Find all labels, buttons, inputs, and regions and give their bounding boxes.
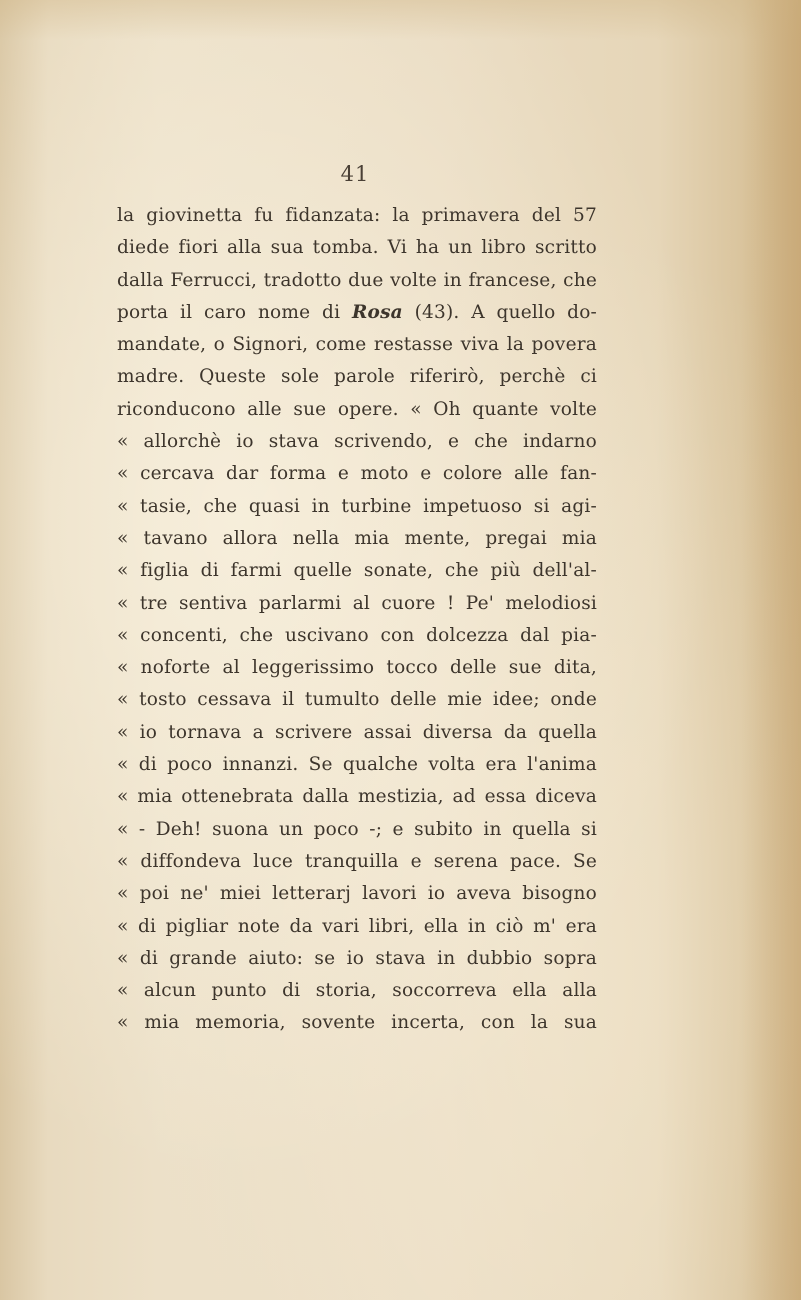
page-number: 41 bbox=[340, 162, 370, 186]
text-line: « cercava dar forma e moto e colore alle fan- bbox=[117, 463, 597, 485]
text-line: « mia memoria, sovente incerta, con la sua bbox=[117, 1012, 597, 1034]
text-line: porta il caro nome di Rosa (43). A quello do- bbox=[117, 301, 597, 323]
text-line: « mia ottenebrata dalla mestizia, ad essa diceva bbox=[117, 786, 597, 808]
text-line: « concenti, che uscivano con dolcezza dal pia- bbox=[117, 624, 597, 646]
text-line: « diffondeva luce tranquilla e serena pace. Se bbox=[117, 850, 597, 872]
page-edge-shading bbox=[741, 0, 801, 1300]
text-line: dalla Ferrucci, tradotto due volte in francese, che bbox=[117, 269, 597, 291]
text-line: « tasie, che quasi in turbine impetuoso si agi- bbox=[117, 495, 597, 517]
text-line: « tosto cessava il tumulto delle mie idee; onde bbox=[117, 689, 597, 711]
text-line: « alcun punto di storia, soccorreva ella alla bbox=[117, 980, 597, 1002]
text-line: « tre sentiva parlarmi al cuore ! Pe' melodiosi bbox=[117, 592, 597, 614]
text-line: mandate, o Signori, come restasse viva la povera bbox=[117, 334, 597, 356]
text-line: riconducono alle sue opere. « Oh quante volte bbox=[117, 398, 597, 420]
text-line: « di grande aiuto: se io stava in dubbio sopra bbox=[117, 947, 597, 969]
page-top-shading bbox=[0, 0, 801, 40]
text-line: « - Deh! suona un poco -; e subito in quella si bbox=[117, 818, 597, 840]
text-line: « noforte al leggerissimo tocco delle sue dita, bbox=[117, 657, 597, 679]
text-line: « io tornava a scrivere assai diversa da quella bbox=[117, 721, 597, 743]
text-line: « di poco innanzi. Se qualche volta era l'anima bbox=[117, 754, 597, 776]
text-line: « tavano allora nella mia mente, pregai mia bbox=[117, 527, 597, 549]
text-line: « poi ne' miei letterarj lavori io aveva bisogno bbox=[117, 883, 597, 905]
text-line: « allorchè io stava scrivendo, e che indarno bbox=[117, 431, 597, 453]
text-line: la giovinetta fu fidanzata: la primavera del 57 bbox=[117, 205, 597, 226]
body-text bbox=[117, 200, 597, 1040]
text-line: « di pigliar note da vari libri, ella in ciò m' era bbox=[117, 915, 597, 937]
text-line: « figlia di farmi quelle sonate, che più dell'al- bbox=[117, 560, 597, 582]
text-line: madre. Queste sole parole riferirò, perchè ci bbox=[117, 366, 597, 388]
italic-title: Rosa bbox=[351, 301, 403, 323]
text-line: diede fiori alla sua tomba. Vi ha un libro scritto bbox=[117, 237, 597, 259]
